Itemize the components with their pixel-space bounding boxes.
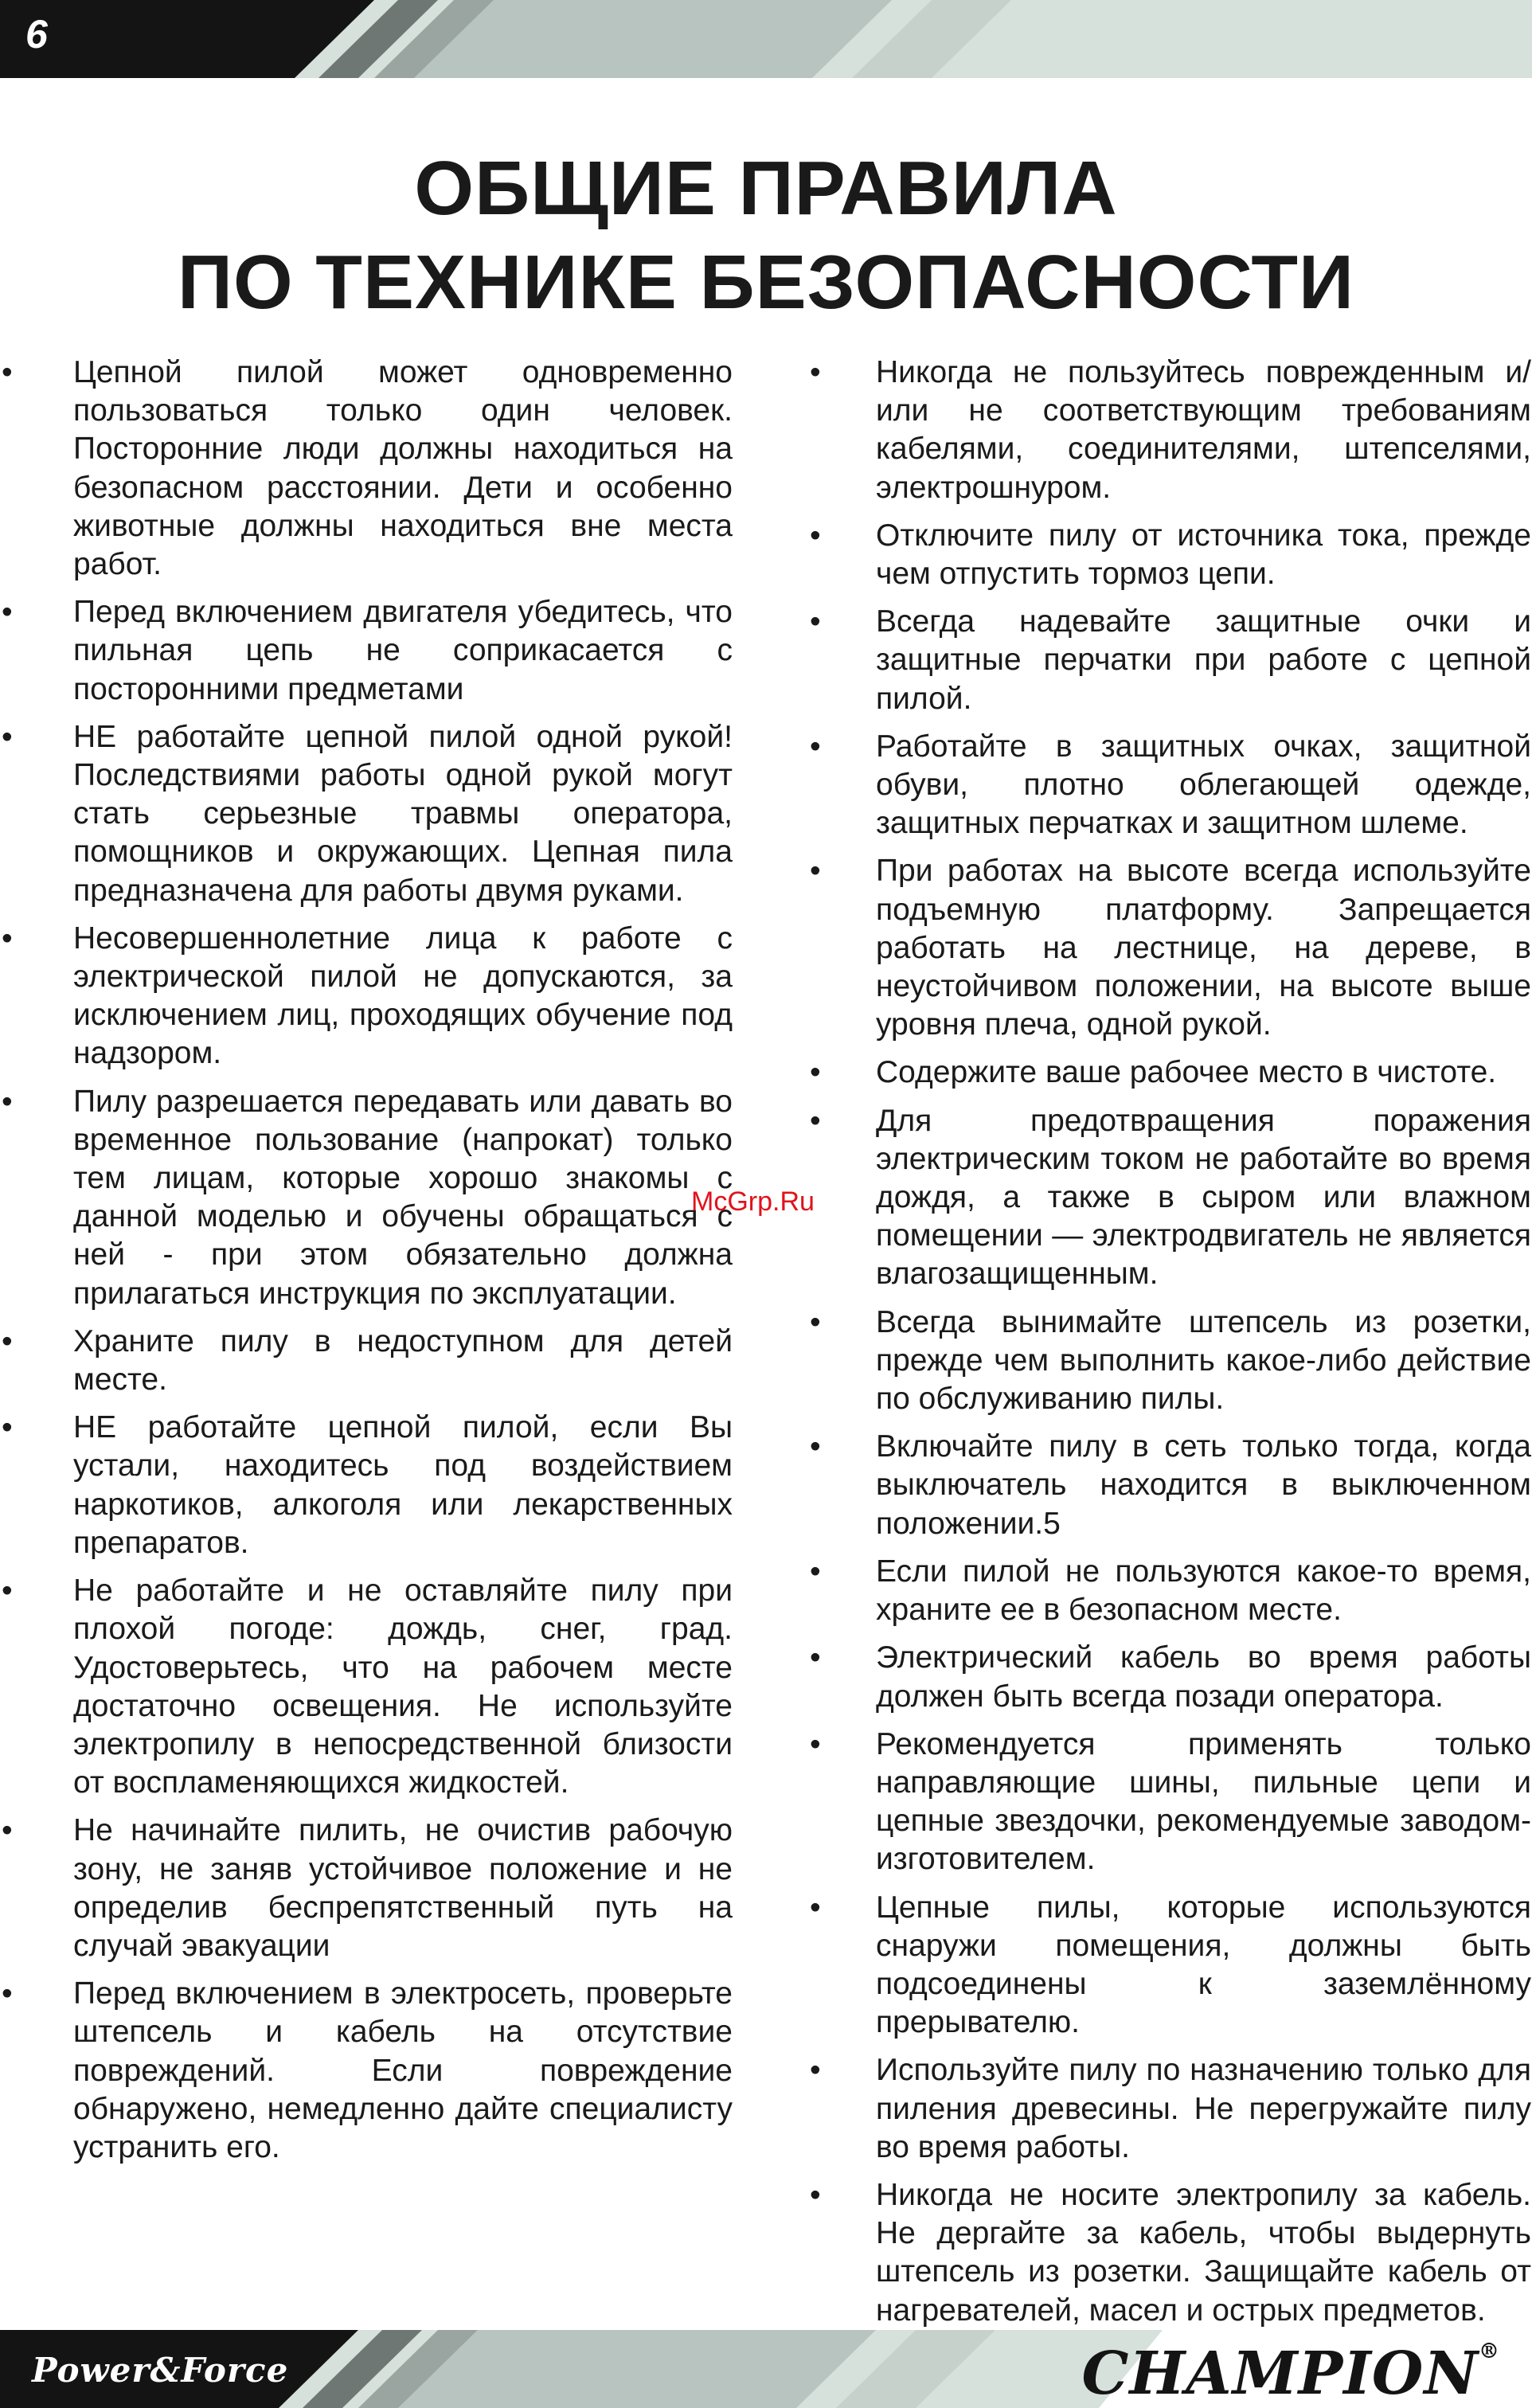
bullet-icon: •	[810, 355, 821, 389]
item-text: Перед включением в электросеть, проверьте штепсель и кабель на отсутствие повреждений. Если повреждение обнаружено, немедленно дайте специалисту устранить его.	[73, 1976, 733, 2164]
item-text: Используйте пилу по назначению только для пиления древесины. Не перегружайте пилу во время работы.	[876, 2053, 1531, 2164]
bullet-icon: •	[810, 604, 821, 639]
bullet-icon: •	[2, 719, 13, 754]
registered-mark: ®	[1479, 2340, 1500, 2363]
list-item	[800, 1889, 1531, 2042]
list-item	[800, 1726, 1531, 1879]
item-text: Если пилой не пользуются какое-то время, храните ее в безопасном месте.	[876, 1554, 1531, 1628]
bullet-icon: •	[2, 1813, 13, 1848]
item-text: Перед включением двигателя убедитесь, что пильная цепь не соприкасается с посторонними предметами	[73, 595, 733, 706]
list-item	[800, 1304, 1531, 1419]
item-text: Отключите пилу от источника тока, прежде чем отпустить тормоз цепи.	[876, 518, 1531, 592]
item-text: Не работайте и не оставляйте пилу при плохой погоде: дождь, снег, град. Удостоверьтесь, что на рабочем месте достаточно освещения. Не используйте электропилу в непосредственной близости от воспламеняющихся жидкостей.	[73, 1573, 733, 1800]
list-item	[800, 354, 1531, 507]
bullet-icon: •	[810, 1304, 821, 1339]
bullet-icon: •	[2, 355, 13, 389]
bullet-icon: •	[810, 1640, 821, 1675]
list-item	[0, 1409, 733, 1562]
list-item	[0, 1812, 733, 1965]
bullet-icon: •	[810, 518, 821, 553]
bullet-icon: •	[2, 595, 13, 630]
list-item	[0, 718, 733, 910]
item-text: Для предотвращения поражения электрическим током не работайте во время дождя, а также в сыром или влажном помещении — электродвигатель не является влагозащищенным.	[876, 1103, 1531, 1292]
bullet-icon: •	[2, 921, 13, 956]
title-line-2: ПО ТЕХНИКЕ БЕЗОПАСНОСТИ	[177, 240, 1355, 325]
page-number: 6	[25, 12, 48, 57]
list-item	[800, 2176, 1531, 2330]
list-item	[800, 603, 1531, 718]
footer-stripe	[398, 2330, 876, 2408]
item-text: Всегда вынимайте штепсель из розетки, прежде чем выполнить какое-либо действие по обслуживанию пилы.	[876, 1304, 1531, 1417]
header-band	[0, 0, 1532, 78]
list-item	[0, 354, 733, 584]
champion-logo-text: CHAMPION	[1081, 2340, 1479, 2408]
item-text: НЕ работайте цепной пилой одной рукой! Последствиями работы одной рукой могут стать серьезные травмы оператора, помощников и окружающих. Цепная пила предназначена для работы двумя руками.	[73, 719, 733, 908]
list-item	[800, 517, 1531, 593]
bullet-icon: •	[810, 1554, 821, 1589]
list-item	[800, 1102, 1531, 1294]
champion-logo	[1081, 2340, 1500, 2408]
item-text: Цепной пилой может одновременно пользоваться только один человек. Посторонние люди должны находиться на безопасном расстоянии. Дети и особенно животные должны находиться вне места работ.	[73, 355, 733, 582]
item-text: Несовершеннолетние лица к работе с электрической пилой не допускаются, за исключением лиц, проходящих обучение под надзором.	[73, 921, 733, 1071]
bullet-icon: •	[810, 2177, 821, 2212]
item-text: Храните пилу в недоступном для детей месте.	[73, 1323, 733, 1398]
bullet-icon: •	[2, 1976, 13, 2011]
item-text: Рекомендуется применять только направляющие шины, пильные цепи и цепные звездочки, рекомендуемые заводом-изготовителем.	[876, 1726, 1531, 1877]
watermark: McGrp.Ru	[691, 1186, 815, 1217]
item-text: При работах на высоте всегда используйте подъемную платформу. Запрещается работать на лестнице, на дереве, в неустойчивом положении, на высоте выше уровня плеча, одной рукой.	[876, 854, 1531, 1042]
item-text: Пилу разрешается передавать или давать во временное пользование (напрокат) только тем лицам, которые хорошо знакомы с данной моделью и обучены обращаться с ней - при этом обязательно должна прилагаться инструкция по эксплуатации.	[73, 1084, 733, 1311]
bullet-icon: •	[810, 1055, 821, 1090]
bullet-icon: •	[2, 1573, 13, 1609]
list-item	[800, 1639, 1531, 1715]
bullet-icon: •	[2, 1084, 13, 1119]
list-item	[0, 593, 733, 709]
footer-band	[0, 2330, 1532, 2408]
page-title	[0, 142, 1532, 330]
item-text: Включайте пилу в сеть только тогда, когда выключатель находится в выключенном положении.5	[876, 1429, 1531, 1541]
list-item	[800, 1428, 1531, 1543]
list-item	[800, 1553, 1531, 1629]
list-item	[0, 1975, 733, 2167]
item-text: Не начинайте пилить, не очистив рабочую зону, не заняв устойчивое положение и не определив беспрепятственный путь на случай эвакуации	[73, 1813, 733, 1963]
item-text: Электрический кабель во время работы должен быть всегда позади оператора.	[876, 1640, 1531, 1714]
left-column	[0, 354, 733, 2176]
list-item	[0, 1323, 733, 1399]
item-text: НЕ работайте цепной пилой, если Вы устали, находитесь под воздействием наркотиков, алкоголя или лекарственных препаратов.	[73, 1410, 733, 1560]
bullet-icon: •	[2, 1410, 13, 1445]
item-text: Работайте в защитных очках, защитной обуви, плотно облегающей одежде, защитных перчатках и защитном шлеме.	[876, 729, 1531, 841]
list-item	[800, 852, 1531, 1044]
powerforce-logo: Power&Force	[32, 2351, 289, 2390]
item-text: Цепные пилы, которые используются снаружи помещения, должны быть подсоединены к заземлённому прерывателю.	[876, 1890, 1531, 2040]
list-item	[0, 920, 733, 1073]
item-text: Всегда надевайте защитные очки и защитные перчатки при работе с цепной пилой.	[876, 604, 1531, 716]
bullet-icon: •	[810, 2053, 821, 2088]
bullet-icon: •	[2, 1323, 13, 1358]
bullet-icon: •	[810, 854, 821, 889]
bullet-icon: •	[810, 1726, 821, 1761]
bullet-icon: •	[810, 1890, 821, 1925]
title-line-1: ОБЩИЕ ПРАВИЛА	[414, 146, 1118, 231]
item-text: Никогда не пользуйтесь поврежденным и/или не соответствующим требованиям кабелями, соединителями, штепселями, электрошнуром.	[876, 355, 1531, 505]
list-item	[800, 1054, 1531, 1092]
bullet-icon: •	[810, 1429, 821, 1464]
item-text: Никогда не носите электропилу за кабель. Не дергайте за кабель, чтобы выдернуть штепсель из розетки. Защищайте кабель от нагревателей, масел и острых предметов.	[876, 2177, 1531, 2328]
list-item	[800, 2051, 1531, 2167]
list-item	[800, 728, 1531, 843]
right-column	[800, 354, 1531, 2340]
header-stripe	[414, 0, 892, 78]
item-text: Содержите ваше рабочее место в чистоте.	[876, 1055, 1497, 1090]
list-item	[0, 1083, 733, 1313]
bullet-icon: •	[810, 729, 821, 764]
bullet-icon: •	[810, 1103, 821, 1138]
list-item	[0, 1572, 733, 1802]
